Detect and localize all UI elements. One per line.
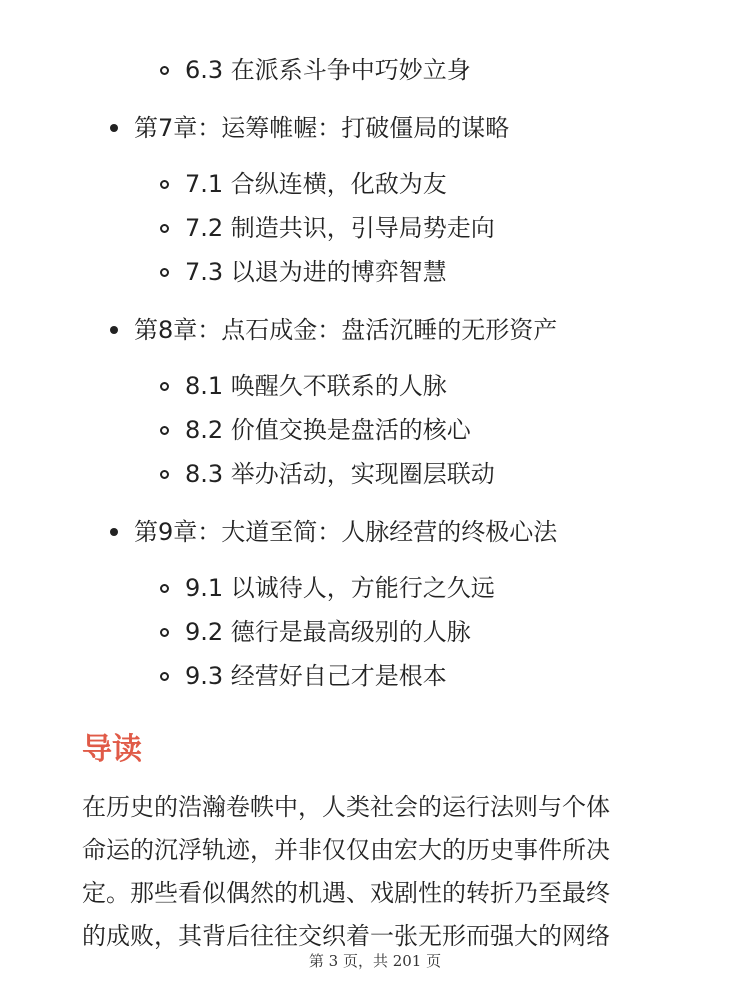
toc-item-text: 9.2 德行是最高级别的人脉: [185, 618, 471, 646]
toc-section-6-3: [160, 48, 471, 92]
circle-bullet-icon: [160, 180, 169, 189]
toc-chapter-9: [110, 510, 557, 554]
paragraph-line: 命运的沉浮轨迹，并非仅仅由宏大的历史事件所决: [82, 836, 610, 864]
toc-chapter-8: [110, 308, 557, 352]
toc-item-text: 6.3 在派系斗争中巧妙立身: [185, 56, 471, 84]
toc-section-9-1: [160, 566, 495, 610]
circle-bullet-icon: [160, 268, 169, 277]
toc-item-text: 9.3 经营好自己才是根本: [185, 662, 447, 690]
toc-section-7-1: [160, 162, 447, 206]
toc-section-9-3: [160, 654, 447, 698]
toc-item-text: 9.1 以诚待人，方能行之久远: [185, 574, 495, 602]
toc-item-text: 7.2 制造共识，引导局势走向: [185, 214, 495, 242]
disc-bullet-icon: [110, 124, 118, 132]
circle-bullet-icon: [160, 224, 169, 233]
paragraph-line: 的成败，其背后往往交织着一张无形而强大的网络: [82, 922, 610, 950]
paragraph-line: 在历史的浩瀚卷帙中，人类社会的运行法则与个体: [82, 793, 610, 821]
disc-bullet-icon: [110, 326, 118, 334]
circle-bullet-icon: [160, 584, 169, 593]
toc-item-text: 7.3 以退为进的博弈智慧: [185, 258, 447, 286]
paragraph-line: 定。那些看似偶然的机遇、戏剧性的转折乃至最终: [82, 879, 610, 907]
toc-item-text: 第8章：点石成金：盘活沉睡的无形资产: [134, 316, 558, 344]
circle-bullet-icon: [160, 382, 169, 391]
toc-section-8-3: [160, 452, 495, 496]
toc-item-text: 8.1 唤醒久不联系的人脉: [185, 372, 447, 400]
disc-bullet-icon: [110, 528, 118, 536]
toc-section-9-2: [160, 610, 471, 654]
circle-bullet-icon: [160, 66, 169, 75]
toc-chapter-7: [110, 106, 509, 150]
toc-section-7-2: [160, 206, 495, 250]
toc-section-7-3: [160, 250, 447, 294]
circle-bullet-icon: [160, 628, 169, 637]
page-number-footer: 第 3 页，共 201 页: [308, 952, 442, 970]
toc-item-text: 7.1 合纵连横，化敌为友: [185, 170, 447, 198]
toc-item-text: 8.2 价值交换是盘活的核心: [185, 416, 471, 444]
toc-item-text: 第9章：大道至简：人脉经营的终极心法: [134, 518, 558, 546]
intro-paragraph: [82, 786, 682, 958]
circle-bullet-icon: [160, 470, 169, 479]
toc-section-8-2: [160, 408, 471, 452]
toc-item-text: 8.3 举办活动，实现圈层联动: [185, 460, 495, 488]
circle-bullet-icon: [160, 672, 169, 681]
toc-item-text: 第7章：运筹帷幄：打破僵局的谋略: [134, 114, 510, 142]
toc-section-8-1: [160, 364, 447, 408]
circle-bullet-icon: [160, 426, 169, 435]
section-heading: 导读: [82, 732, 142, 767]
